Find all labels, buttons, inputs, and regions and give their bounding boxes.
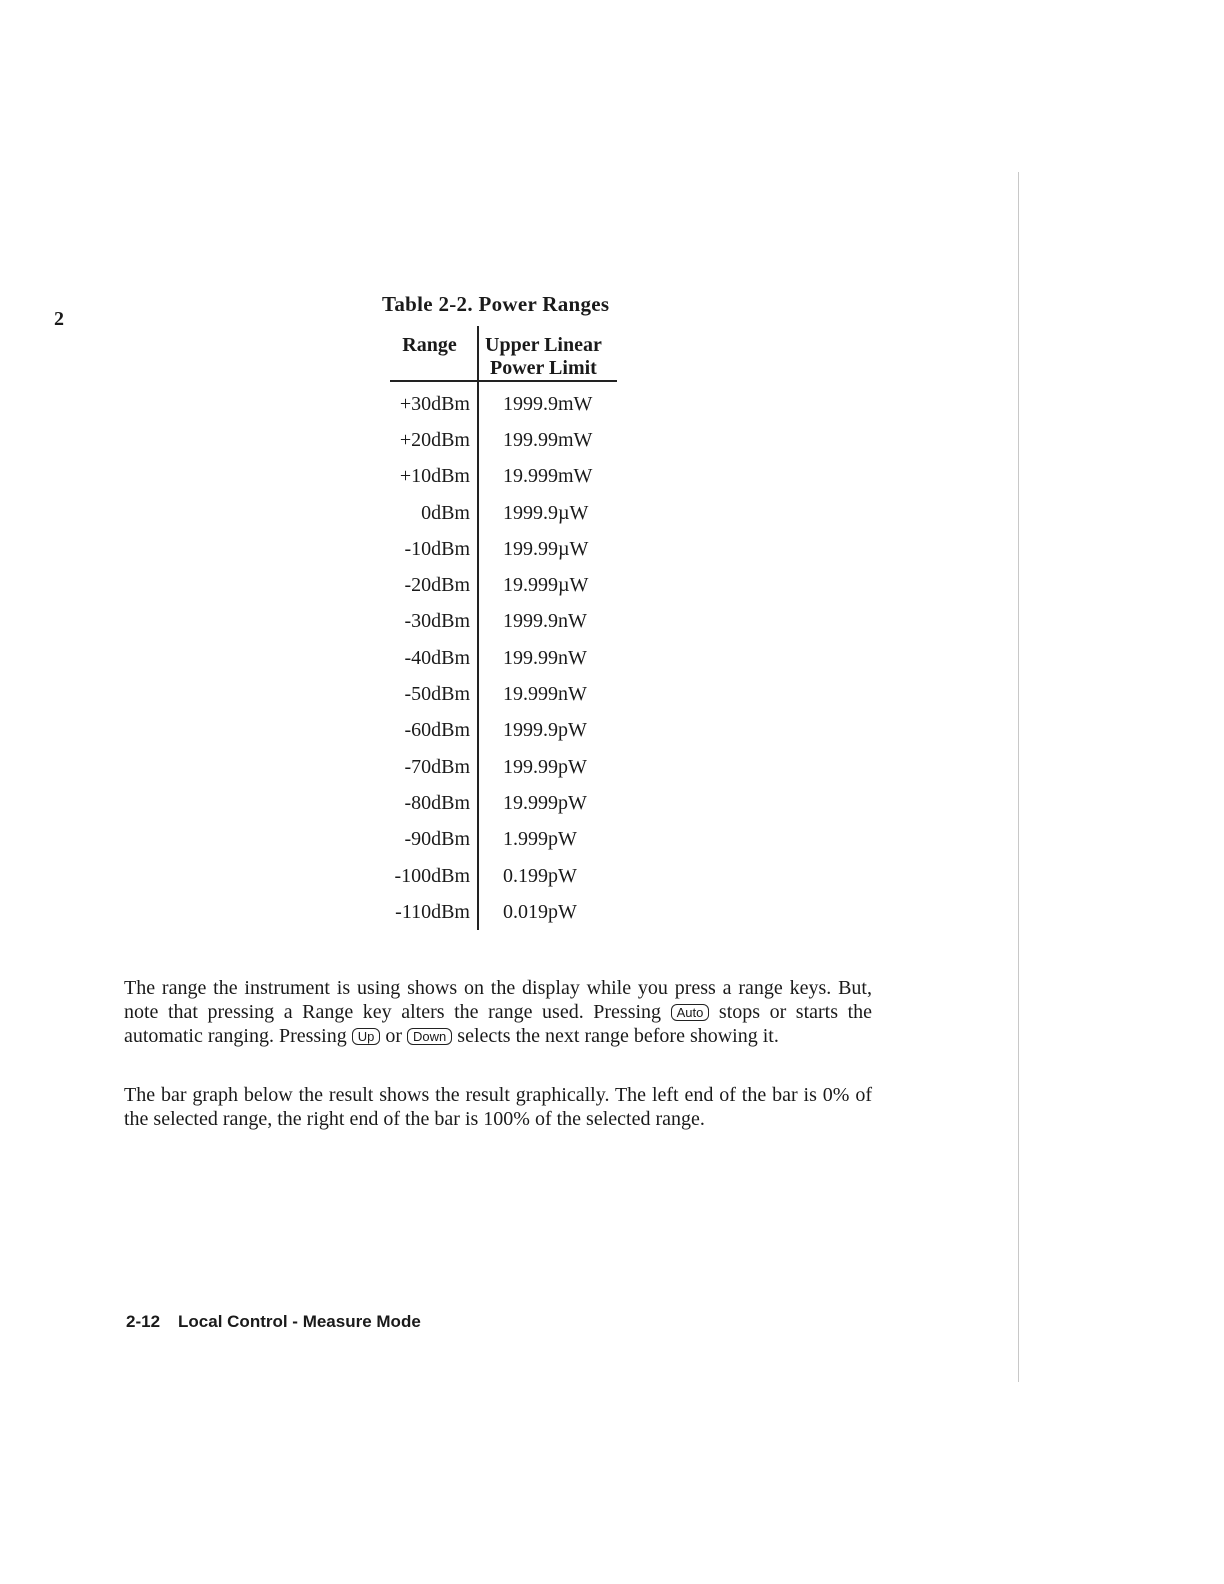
up-key: Up	[352, 1028, 381, 1045]
range-cell: -20dBm	[390, 567, 478, 603]
range-cell: -50dBm	[390, 676, 478, 712]
range-cell: +30dBm	[390, 381, 478, 422]
table-row	[390, 749, 617, 785]
table-row	[390, 785, 617, 821]
margin-rule	[1018, 172, 1019, 1382]
limit-cell: 1999.9pW	[503, 719, 587, 742]
down-key: Down	[407, 1028, 452, 1045]
table-title: Table 2-2. Power Ranges	[382, 292, 610, 316]
table-row	[390, 676, 617, 712]
paragraph1-text-b: stops or starts the automatic ranging. Pressing	[124, 1001, 872, 1047]
limit-cell: 1999.9nW	[503, 610, 587, 633]
table-row	[390, 604, 617, 640]
limit-cell: 1.999pW	[503, 828, 577, 851]
table-row	[390, 381, 617, 422]
table-row	[390, 459, 617, 495]
table-row	[390, 495, 617, 531]
limit-cell: 0.019pW	[503, 900, 577, 923]
header-range: Range	[390, 326, 478, 381]
auto-key: Auto	[671, 1004, 710, 1021]
range-cell: -60dBm	[390, 713, 478, 749]
limit-cell: 199.99pW	[503, 755, 587, 778]
limit-cell: 19.999µW	[503, 574, 589, 597]
paragraph1-text-d: selects the next range before showing it.	[452, 1025, 779, 1047]
header-limit-line2: Power Limit	[490, 357, 597, 379]
paragraph-bar-graph: The bar graph below the result shows the result graphically. The left end of the bar is 0% of the selected range, the right end of the bar is 100% of the selected range.	[124, 1084, 872, 1130]
power-ranges-table	[390, 326, 617, 930]
table-row	[390, 894, 617, 930]
limit-cell: 199.99µW	[503, 537, 589, 560]
footer-section-title: Local Control - Measure Mode	[178, 1312, 421, 1331]
limit-cell: 1999.9mW	[503, 392, 593, 415]
limit-cell: 199.99mW	[503, 428, 593, 451]
table-row	[390, 422, 617, 458]
limit-cell: 19.999pW	[503, 791, 587, 814]
range-cell: -110dBm	[390, 894, 478, 930]
table-body	[390, 381, 617, 930]
limit-cell: 19.999nW	[503, 683, 587, 706]
paragraph1-text-a: The range the instrument is using shows on the display while you press a range keys. But, note that pressing a Range key alters the range used. Pressing	[124, 977, 872, 1023]
table-row	[390, 713, 617, 749]
range-cell: -80dBm	[390, 785, 478, 821]
table-header-row	[390, 326, 617, 381]
page-footer	[126, 1312, 421, 1332]
table-row	[390, 858, 617, 894]
table-row	[390, 531, 617, 567]
range-cell: 0dBm	[390, 495, 478, 531]
range-cell: +10dBm	[390, 459, 478, 495]
range-cell: -90dBm	[390, 822, 478, 858]
limit-cell: 1999.9µW	[503, 501, 589, 524]
range-cell: -40dBm	[390, 640, 478, 676]
range-cell: +20dBm	[390, 422, 478, 458]
range-cell: -30dBm	[390, 604, 478, 640]
paragraph-range-keys	[124, 976, 872, 1048]
table-row	[390, 822, 617, 858]
range-cell: -70dBm	[390, 749, 478, 785]
limit-cell: 199.99nW	[503, 646, 587, 669]
range-cell: -10dBm	[390, 531, 478, 567]
page-number: 2-12	[126, 1312, 161, 1331]
header-limit-line1: Upper Linear	[485, 334, 602, 356]
limit-cell: 19.999mW	[503, 465, 593, 488]
table-row	[390, 567, 617, 603]
range-cell: -100dBm	[390, 858, 478, 894]
chapter-tab: 2	[54, 308, 64, 330]
table-row	[390, 640, 617, 676]
limit-cell: 0.199pW	[503, 864, 577, 887]
paragraph1-text-c: or	[380, 1025, 408, 1047]
header-upper-linear-power-limit	[478, 326, 617, 381]
